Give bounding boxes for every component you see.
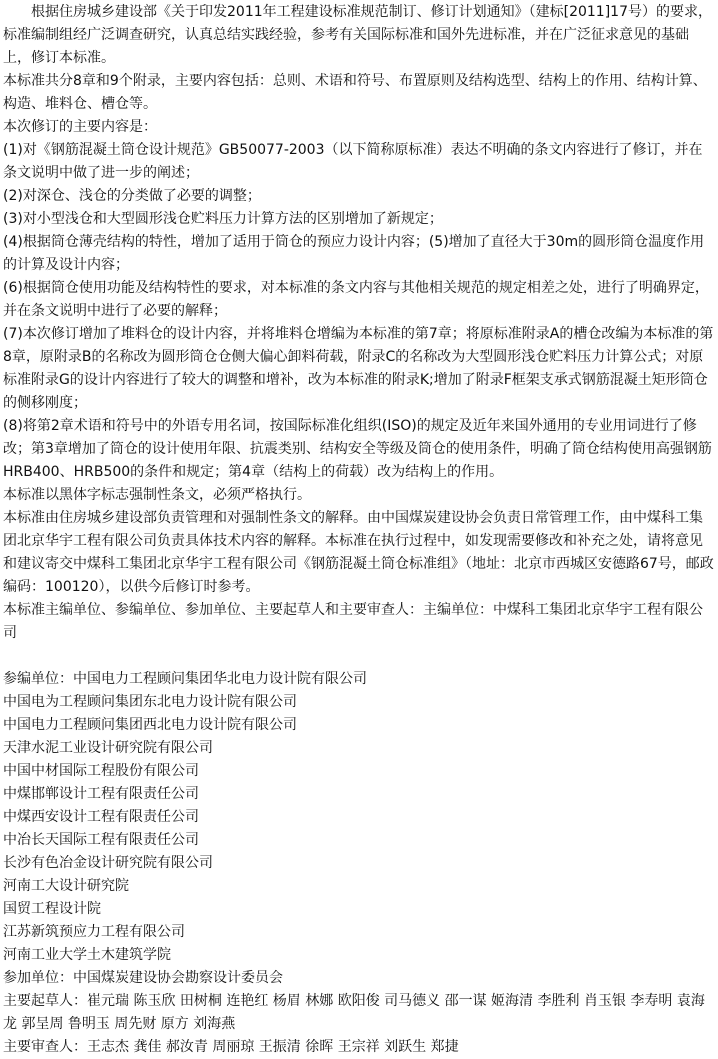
revision-item-2: (2)对深仓、浅仓的分类做了必要的调整； xyxy=(3,188,261,204)
revision-item-8: (8)将第2章术语和符号中的外语专用名词，按国际标准化组织(ISO)的规定及近年来国外通用的专业用词进行了修改；第3章增加了筒仓的设计使用年限、抗震类别、结构安全等级及筒仓的使用条件，明确了筒仓结构使用高强钢筋HRB400、HRB500的条件和规定；第4章（结构上的荷载）改为结构上的作用。 xyxy=(3,418,712,480)
revision-item-1: (1)对《钢筋混凝土筒仓设计规范》GB50077-2003（以下简称原标准）表达不明确的条文内容进行了修订，并在条文说明中做了进一步的阐述； xyxy=(3,142,703,181)
revision-item-4: (4)根据筒仓薄壳结构的特性，增加了适用于筒仓的预应力设计内容；(5)增加了直径大于30m的圆形筒仓温度作用的计算及设计内容； xyxy=(3,234,705,273)
participating-unit: 国贸工程设计院 xyxy=(3,901,101,917)
intro-paragraph-2: 本标准共分8章和9个附录，主要内容包括：总则、术语和符号、布置原则及结构选型、结构上的作用、结构计算、构造、堆料仓、槽仓等。 xyxy=(3,73,707,112)
revision-item-7: (7)本次修订增加了堆料仓的设计内容，并将堆料仓增编为本标准的第7章；将原标准附录A的槽仓改编为本标准的第8章，原附录B的名称改为圆形筒仓仓侧大偏心卸料荷载，附录C的名称改为大型圆形浅仓贮料压力计算公式；对原标准附录G的设计内容进行了较大的调整和增补，改为本标准的附录K;增加了附录F框架支承式钢筋混凝土矩形筒仓的侧移刚度； xyxy=(3,326,714,411)
participating-unit: 天津水泥工业设计研究院有限公司 xyxy=(3,740,213,756)
blank-line xyxy=(3,645,715,668)
mandatory-note: 本标准以黑体字标志强制性条文，必须严格执行。 xyxy=(3,487,311,503)
participating-unit: 中冶长天国际工程有限责任公司 xyxy=(3,832,199,848)
participating-unit: 中国电力工程顾问集团西北电力设计院有限公司 xyxy=(3,717,297,733)
main-reviewers: 主要审查人：王志杰 龚佳 郝汝青 周丽琼 王振清 徐晖 王宗祥 刘跃生 郑捷 xyxy=(3,1039,459,1055)
main-drafters: 主要起草人：崔元瑞 陈玉欣 田树桐 连艳红 杨眉 林娜 欧阳俊 司马德义 邵一谋 姬海清 李胜利 肖玉银 李寿明 袁海龙 郭呈周 鲁明玉 周先财 原方 刘海燕 xyxy=(3,993,705,1032)
participating-unit: 中煤西安设计工程有限责任公司 xyxy=(3,809,199,825)
participating-unit: 长沙有色冶金设计研究院有限公司 xyxy=(3,855,213,871)
participating-unit: 中国电为工程顾问集团东北电力设计院有限公司 xyxy=(3,694,297,710)
participating-unit: 中国中材国际工程股份有限公司 xyxy=(3,763,199,779)
management-note: 本标准由住房城乡建设部负责管理和对强制性条文的解释。由中国煤炭建设协会负责日常管理工作，由中煤科工集团北京华宇工程有限公司负责具体技术内容的解释。本标准在执行过程中，如发现需要修改和补充之处，请将意见和建议寄交中煤科工集团北京华宇工程有限公司《钢筋混凝土筒仓标准组》（地址：北京市西城区安德路67号，邮政编码：100120），以供今后修订时参考。 xyxy=(3,510,714,595)
participating-unit: 江苏新筑预应力工程有限公司 xyxy=(3,924,185,940)
revision-item-3: (3)对小型浅仓和大型圆形浅仓贮料压力计算方法的区别增加了新规定； xyxy=(3,211,443,227)
participating-units-heading: 参编单位：中国电力工程顾问集团华北电力设计院有限公司 xyxy=(3,671,367,687)
participating-unit: 河南工业大学土木建筑学院 xyxy=(3,947,171,963)
participating-unit: 中煤邯郸设计工程有限责任公司 xyxy=(3,786,199,802)
chief-unit-note: 本标准主编单位、参编单位、参加单位、主要起草人和主要审查人：主编单位：中煤科工集团北京华宇工程有限公司 xyxy=(3,602,703,641)
participating-unit: 河南工大设计研究院 xyxy=(3,878,129,894)
intro-paragraph-1: 根据住房城乡建设部《关于印发2011年工程建设标准规范制订、修订计划通知》（建标[2011]17号）的要求，标准编制组经广泛调查研究，认真总结实践经验，参考有关国际标准和国外先进标准，并在广泛征求意见的基础上，修订本标准。 xyxy=(3,4,712,66)
joined-unit: 参加单位：中国煤炭建设协会勘察设计委员会 xyxy=(3,970,283,986)
intro-paragraph-3: 本次修订的主要内容是： xyxy=(3,119,157,135)
revision-item-6: (6)根据筒仓使用功能及结构特性的要求，对本标准的条文内容与其他相关规范的规定相差之处，进行了明确界定，并在条文说明中进行了必要的解释； xyxy=(3,280,709,319)
